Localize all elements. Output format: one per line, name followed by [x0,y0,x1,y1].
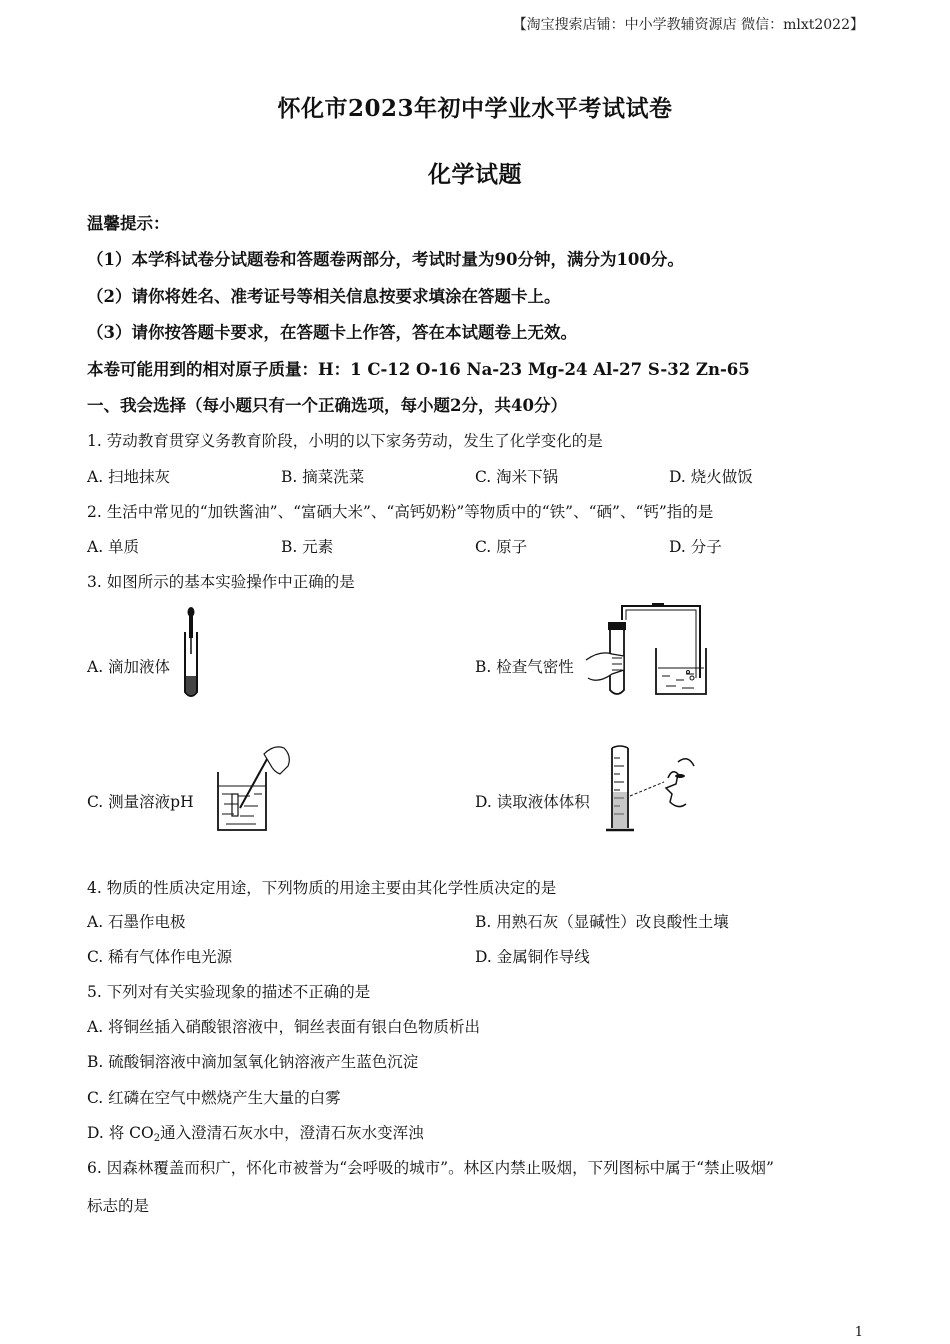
atomic-mass-line: 本卷可能用到的相对原子质量：H：1 C-12 O-16 Na-23 Mg-24 Al-27 S-32 Zn-65 [87,360,750,379]
q2-option-c: C. 原子 [475,538,528,556]
tip-item: （1）本学科试卷分试题卷和答题卷两部分，考试时量为90分钟，满分为100分。 [87,250,684,269]
reading-volume-figure [606,744,702,836]
q1-option-c: C. 淘米下锅 [475,468,559,486]
tips-label: 温馨提示： [87,214,170,233]
q4-option-b: B. 用熟石灰（显碱性）改良酸性土壤 [475,913,729,931]
q4-option-d: D. 金属铜作导线 [475,948,590,966]
q5-option-d-suffix: 通入澄清石灰水中，澄清石灰水变浑浊 [160,1124,424,1142]
q1-option-a: A. 扫地抹灰 [87,468,171,486]
q4-option-c: C. 稀有气体作电光源 [87,948,233,966]
q1-option-d: D. 烧火做饭 [669,468,753,486]
q5-option-d [87,1121,424,1144]
question-5-stem: 5. 下列对有关实验现象的描述不正确的是 [87,983,371,1001]
q2-option-d: D. 分子 [669,538,722,556]
q3-option-d: D. 读取液体体积 [475,793,590,811]
q1-option-b: B. 摘菜洗菜 [281,468,365,486]
exam-title: 怀化市2023年初中学业水平考试试卷 [277,95,673,122]
q5-option-a: A. 将铜丝插入硝酸银溶液中，铜丝表面有银白色物质析出 [87,1018,481,1036]
question-4-stem: 4. 物质的性质决定用途，下列物质的用途主要由其化学性质决定的是 [87,879,557,897]
page-number: 1 [854,1325,863,1340]
q3-option-c: C. 测量溶液pH [87,793,194,811]
q5-option-b: B. 硫酸铜溶液中滴加氢氧化钠溶液产生蓝色沉淀 [87,1053,419,1071]
q3-option-b: B. 检查气密性 [475,658,574,676]
question-3-stem: 3. 如图所示的基本实验操作中正确的是 [87,573,355,591]
question-2-stem: 2. 生活中常见的“加铁酱油”、“富硒大米”、“高钙奶粉”等物质中的“铁”、“硒”、“钙”指的是 [87,503,714,521]
ph-test-figure [214,744,294,832]
q2-option-a: A. 单质 [87,538,140,556]
dropper-test-tube-figure [180,606,210,700]
subscript-2: 2 [153,1133,161,1144]
tip-item: （2）请你将姓名、准考证号等相关信息按要求填涂在答题卡上。 [87,287,561,306]
question-1-stem: 1. 劳动教育贯穿义务教育阶段，小明的以下家务劳动，发生了化学变化的是 [87,432,603,450]
page-header: 【淘宝搜索店铺：中小学教辅资源店 微信：mlxt2022】 [512,17,864,33]
q5-option-c: C. 红磷在空气中燃烧产生大量的白雾 [87,1089,341,1107]
airtightness-check-figure [582,598,712,700]
exam-subtitle: 化学试题 [428,161,522,188]
q4-option-a: A. 石墨作电极 [87,913,186,931]
q3-option-a: A. 滴加液体 [87,658,171,676]
q5-option-d-prefix: D. 将 CO [87,1124,154,1142]
question-6-stem: 6. 因森林覆盖而积广，怀化市被誉为“会呼吸的城市”。林区内禁止吸烟，下列图标中属于“禁止吸烟” [87,1159,774,1177]
q2-option-b: B. 元素 [281,538,334,556]
tip-item: （3）请你按答题卡要求，在答题卡上作答，答在本试题卷上无效。 [87,323,577,342]
section-heading: 一、我会选择（每小题只有一个正确选项，每小题2分，共40分） [87,396,567,415]
question-6-stem-cont: 标志的是 [87,1197,150,1215]
